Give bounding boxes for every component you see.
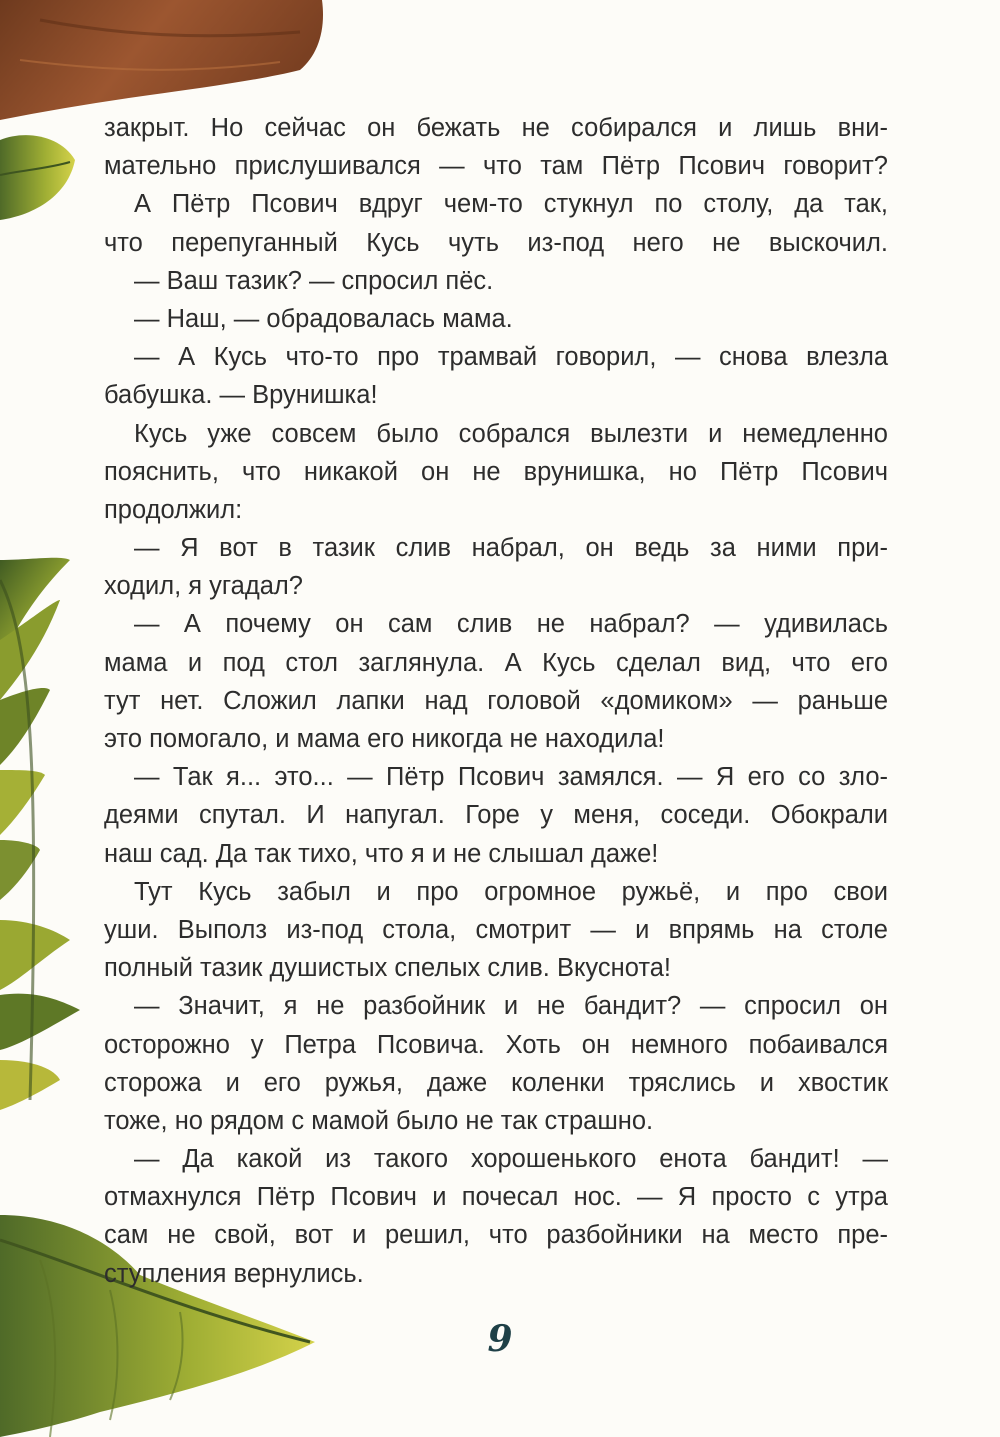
text-line: бабушка. — Врунишка! bbox=[104, 381, 378, 410]
branch-illustration bbox=[0, 0, 323, 120]
text-line: — Я вот в тазик слив набрал, он ведь за ними при- bbox=[134, 534, 888, 563]
text-line: полный тазик душистых спелых слив. Вкуснота! bbox=[104, 954, 671, 983]
page-number: 9 bbox=[487, 1318, 513, 1360]
text-line: что перепуганный Кусь чуть из-под него не выскочил. bbox=[104, 228, 888, 257]
text-line: Тут Кусь забыл и про огромное ружьё, и про свои bbox=[134, 877, 888, 906]
text-line: ходил, я угадал? bbox=[104, 572, 303, 601]
text-line: Кусь уже совсем было собрался вылезти и немедленно bbox=[134, 419, 888, 448]
text-line: сам не свой, вот и решил, что разбойники на место пре- bbox=[104, 1221, 888, 1250]
text-line: наш сад. Да так тихо, что я и не слышал даже! bbox=[104, 839, 659, 868]
story-text bbox=[104, 109, 888, 1293]
text-line: отмахнулся Пётр Псович и почесал нос. — Я просто с утра bbox=[104, 1183, 888, 1212]
text-line: деями спутал. И напугал. Горе у меня, соседи. Обокрали bbox=[104, 801, 888, 830]
text-line: — Да какой из такого хорошенького енота бандит! — bbox=[134, 1145, 888, 1174]
text-line: мама и под стол заглянула. А Кусь сделал вид, что его bbox=[104, 648, 888, 677]
text-line: ступления вернулись. bbox=[104, 1259, 364, 1288]
text-line: тут нет. Сложил лапки над головой «домиком» — раньше bbox=[104, 686, 888, 715]
text-line: А Пётр Псович вдруг чем-то стукнул по столу, да так, bbox=[134, 190, 888, 219]
text-line: — А почему он сам слив не набрал? — удивилась bbox=[134, 610, 888, 639]
text-line: осторожно у Петра Псовича. Хоть он немного побаивался bbox=[104, 1030, 888, 1059]
text-line: сторожа и его ружья, даже коленки тряслись и хвостик bbox=[104, 1068, 888, 1097]
text-line: закрыт. Но сейчас он бежать не собирался и лишь вни- bbox=[104, 114, 888, 142]
text-line: тоже, но рядом с мамой было не так страшно. bbox=[104, 1106, 654, 1135]
text-line: это помогало, и мама его никогда не находила! bbox=[104, 725, 665, 753]
text-line: — Ваш тазик? — спросил пёс. bbox=[134, 266, 494, 295]
text-line: — А Кусь что-то про трамвай говорил, — снова влезла bbox=[134, 343, 888, 372]
text-line: пояснить, что никакой он не врунишка, но Пётр Псович bbox=[104, 457, 888, 486]
text-line: — Значит, я не разбойник и не бандит? — спросил он bbox=[134, 992, 888, 1021]
text-line: — Так я... это... — Пётр Псович замялся. — Я его со зло- bbox=[134, 763, 888, 792]
text-line: — Наш, — обрадовалась мама. bbox=[134, 304, 513, 333]
text-line: уши. Выполз из-под стола, смотрит — и впрямь на столе bbox=[104, 915, 888, 944]
text-line: продолжил: bbox=[104, 495, 243, 524]
text-line: мательно прислушивался — что там Пётр Псович говорит? bbox=[104, 152, 888, 181]
